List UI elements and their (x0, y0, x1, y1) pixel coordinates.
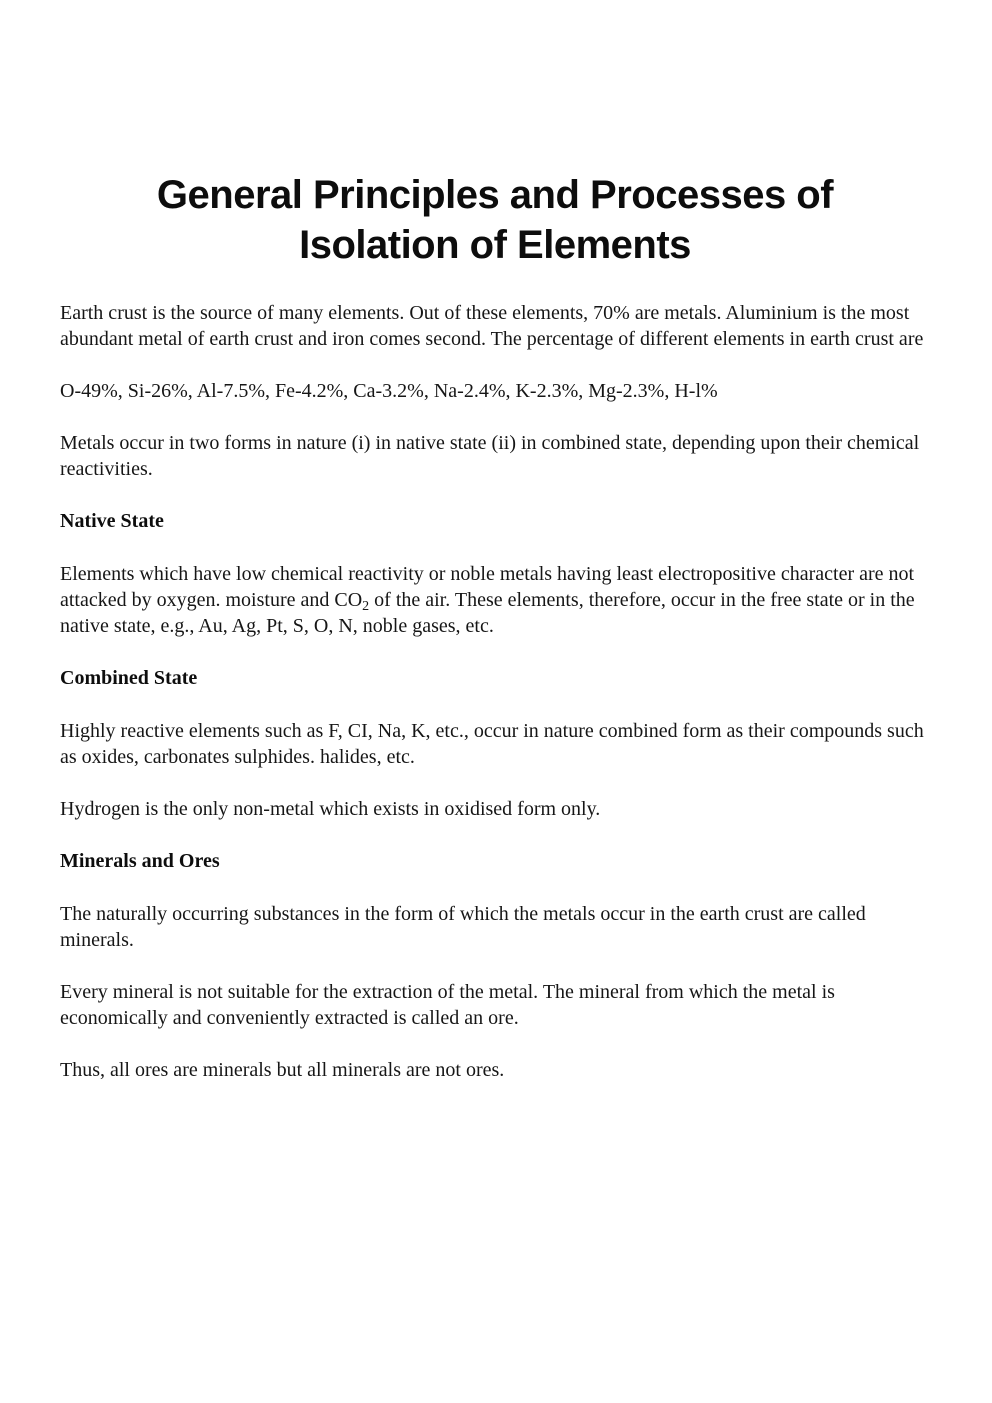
minerals-paragraph-2: Every mineral is not suitable for the extraction of the metal. The mineral from which the metal is economically and conveniently extracted is called an ore. (60, 981, 835, 1029)
native-state-text-after-subscript: of the air. These elements, therefore, occur in the free state or in the native state, e.g., Au, Ag, Pt, S, O, N, noble gases, etc. (60, 589, 915, 637)
minerals-paragraph-3: Thus, all ores are minerals but all minerals are not ores. (60, 1059, 505, 1081)
native-state-text-before-subscript: Elements which have low chemical reactivity or noble metals having least electropositive character are not attacked by oxygen. moisture and CO (60, 563, 915, 611)
intro-paragraph-2: Metals occur in two forms in nature (i) in native state (ii) in combined state, depending upon their chemical reactivities. (60, 432, 920, 480)
combined-state-paragraph-2: Hydrogen is the only non-metal which exists in oxidised form only. (60, 798, 601, 820)
intro-paragraph-1: Earth crust is the source of many elements. Out of these elements, 70% are metals. Aluminium is the most abundant metal of earth crust and iron comes second. The percentage of different elements in earth crust are (60, 302, 924, 350)
minerals-paragraph-1: The naturally occurring substances in the form of which the metals occur in the earth crust are called minerals. (60, 903, 866, 951)
page-title: General Principles and Processes of Isolation of Elements (156, 173, 834, 267)
heading-minerals-and-ores: Minerals and Ores (60, 850, 220, 872)
co2-subscript: 2 (362, 599, 370, 614)
element-percentages-line: O-49%, Si-26%, Al-7.5%, Fe-4.2%, Ca-3.2%, Na-2.4%, K-2.3%, Mg-2.3%, H-l% (60, 380, 718, 402)
native-state-paragraph (60, 561, 930, 639)
heading-native-state: Native State (60, 510, 164, 532)
combined-state-paragraph-1: Highly reactive elements such as F, CI, Na, K, etc., occur in nature combined form as their compounds such as oxides, carbonates sulphides. halides, etc. (60, 720, 924, 768)
heading-combined-state: Combined State (60, 667, 198, 689)
